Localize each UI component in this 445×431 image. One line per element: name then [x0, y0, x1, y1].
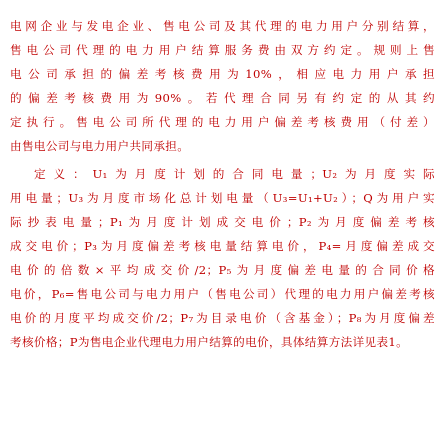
document-body	[10, 14, 435, 354]
text-line: 电公司承担的偏差考核费用为10%，相应电力用户承担	[10, 67, 435, 81]
text-line: 电网企业与发电企业、售电公司及其代理的电力用户分别结算，	[10, 19, 435, 33]
text-line: 的偏差考核费用为90%。若代理合同另有约定的从其约	[10, 91, 435, 105]
text-line: 电价的倍数×平均成交价/2；P₅为月度偏差电量的合同价格	[10, 263, 435, 277]
text-line: 定义：U₁为月度计划的合同电量；U₂为月度实际	[34, 167, 435, 181]
text-line: 考核价格；P为售电企业代理电力用户结算的电价，具体结算方法详见表1。	[10, 335, 409, 349]
paragraph-definitions	[10, 162, 435, 354]
text-line: 定执行。售电公司所代理的电力用户偏差考核费用（付差）	[10, 115, 435, 129]
text-line: 售电公司代理的电力用户结算服务费由双方约定。规则上售	[10, 43, 435, 57]
paragraph-settlement-rules	[10, 14, 435, 158]
text-line: 电价，P₆=售电公司与电力用户（售电公司）代理的电力用户偏差考核	[10, 287, 435, 301]
text-line: 由售电公司与电力用户共同承担。	[10, 139, 190, 153]
text-line: 成交电价；P₃为月度偏差考核电量结算电价，P₄=月度偏差成交	[10, 239, 435, 253]
text-line: 用电量；U₃为月度市场化总计划电量（U₃=U₁+U₂）；Q为用户实	[10, 191, 435, 205]
text-line: 际抄表电量；P₁为月度计划成交电价；P₂为月度偏差考核	[10, 215, 435, 229]
text-line: 电价的月度平均成交价/2；P₇为目录电价（含基金）；P₈为月度偏差	[10, 311, 435, 325]
